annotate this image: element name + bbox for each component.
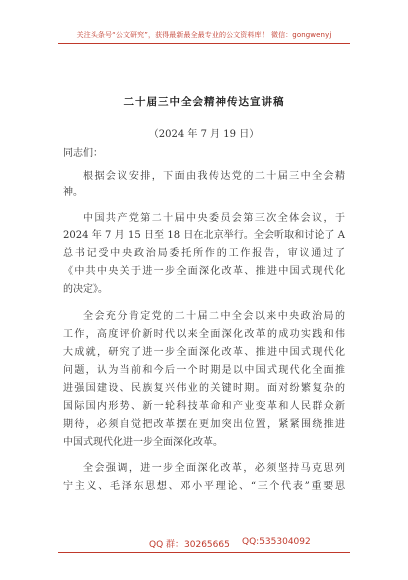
paragraph-line: 期待，必须自觉把改革摆在更加突出位置，紧紧围绕推进 <box>63 419 345 430</box>
qq-group-number: QQ 群：30265665 <box>149 540 230 550</box>
paragraph-line: 根据会议安排，下面由我传达党的二十届三中全会精 <box>83 171 345 182</box>
paragraph-line: 全会充分肯定党的二十届二中全会以来中央政治局的 <box>83 311 345 322</box>
header-banner: 关注头条号“公文研究”，获得最新最全最专业的公文资料库！ 微信：gongwenyj <box>76 31 332 39</box>
salutation: 同志们： <box>63 148 103 159</box>
paragraph-line: 问题，认为当前和今后一个时期是以中国式现代化全面推 <box>63 365 345 376</box>
paragraph-line: 工作，高度评价新时代以来全面深化改革的成功实践和伟 <box>63 329 345 340</box>
paragraph-line: 《中共中央关于进一步全面深化改革、推进中国式现代化 <box>63 266 345 277</box>
paragraph-line: 中国共产党第二十届中央委员会第三次全体会议，于 <box>83 213 345 224</box>
paragraph-line: 总书记受中央政治局委托所作的工作报告，审议通过了 <box>63 248 345 259</box>
document-title: 二十届三中全会精神传达宣讲稿 <box>123 96 285 108</box>
header-divider <box>58 43 350 44</box>
paragraph-line: 神。 <box>63 187 83 198</box>
document-date: （2024 年 7 月 19 日） <box>148 129 260 140</box>
paragraph-line: 的决定》。 <box>63 284 108 295</box>
paragraph-line: 全会强调，进一步全面深化改革，必须坚持马克思列 <box>83 463 345 474</box>
paragraph-line: 2024 年 7 月 15 日至 18 日在北京举行。全会听取和讨论了 A <box>63 230 345 241</box>
footer-divider <box>58 552 350 553</box>
paragraph-line: 进强国建设、民族复兴伟业的关键时期。面对纷繁复杂的 <box>63 383 345 394</box>
paragraph-line: 中国式现代化进一步全面深化改革。 <box>63 437 223 448</box>
footer-contacts <box>0 537 408 551</box>
paragraph-line: 国际国内形势、新一轮科技革命和产业变革和人民群众新 <box>63 401 345 412</box>
paragraph-line: 宁主义、毛泽东思想、邓小平理论、“三个代表”重要思 <box>63 481 345 492</box>
paragraph-line: 大成就，研究了进一步全面深化改革、推进中国式现代化 <box>63 347 345 358</box>
qq-contact-number: QQ:535304092 <box>242 537 311 547</box>
